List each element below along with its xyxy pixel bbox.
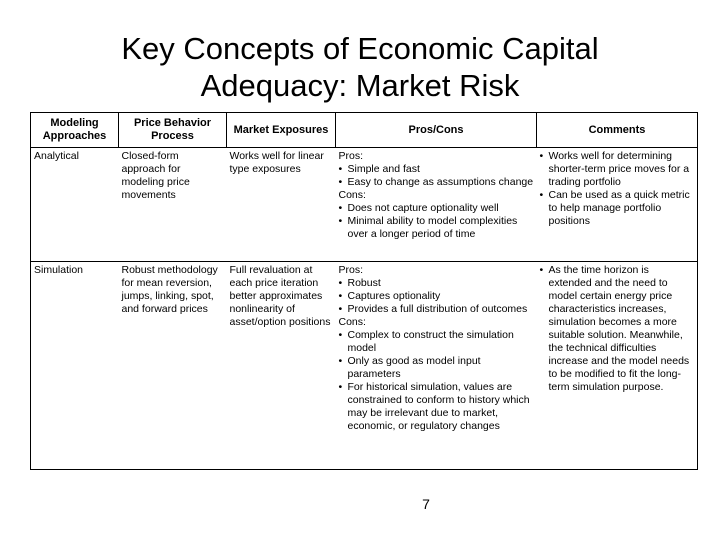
cell-pros-cons [336, 262, 537, 470]
list-item: • Does not capture optionality well [339, 202, 534, 215]
cell-market-exposures: Works well for linear type exposures [227, 148, 336, 262]
market-risk-table [30, 112, 698, 470]
cons-label: Cons: [338, 316, 366, 328]
cell-approach: Analytical [31, 148, 119, 262]
slide-title-line-1: Key Concepts of Economic Capital [121, 31, 599, 66]
pros-list [339, 277, 534, 316]
table-row-analytical [31, 148, 698, 262]
list-item: • Simple and fast [339, 163, 534, 176]
slide-title [0, 30, 720, 104]
cell-pros-cons [336, 148, 537, 262]
header-price-behavior: Price Behavior Process [119, 113, 227, 148]
cell-comments [537, 148, 698, 262]
list-item: • Provides a full distribution of outcomes [339, 303, 534, 316]
header-comments: Comments [537, 113, 698, 148]
list-item: • Can be used as a quick metric to help manage portfolio positions [540, 189, 695, 228]
list-item: • Works well for determining shorter-term price moves for a trading portfolio [540, 150, 695, 189]
header-modeling-approaches: Modeling Approaches [31, 113, 119, 148]
cell-comments [537, 262, 698, 470]
list-item: • For historical simulation, values are constrained to conform to history which may be irrelevant due to market, economic, or regulatory changes [339, 381, 534, 433]
list-item: • Easy to change as assumptions change [339, 176, 534, 189]
comments-list [540, 264, 695, 394]
header-row [31, 113, 698, 148]
list-item: • As the time horizon is extended and the need to model certain energy price characteristics increases, simulation becomes a more suitable solution. Meanwhile, the technical difficulties increase and the model needs to be modified to fit the long-term simulation purpose. [540, 264, 695, 394]
cell-market-exposures: Full revaluation at each price iteration better approximates nonlinearity of asset/option positions [227, 262, 336, 470]
list-item: • Complex to construct the simulation model [339, 329, 534, 355]
list-item: • Only as good as model input parameters [339, 355, 534, 381]
cons-list [339, 202, 534, 241]
header-pros-cons: Pros/Cons [336, 113, 537, 148]
pros-list [339, 163, 534, 189]
cons-list [339, 329, 534, 433]
list-item: • Minimal ability to model complexities over a longer period of time [339, 215, 534, 241]
cell-approach: Simulation [31, 262, 119, 470]
header-market-exposures: Market Exposures [227, 113, 336, 148]
cell-price-behavior: Robust methodology for mean reversion, jumps, linking, spot, and forward prices [119, 262, 227, 470]
list-item: • Captures optionality [339, 290, 534, 303]
page-number: 7 [422, 496, 430, 512]
pros-label: Pros: [338, 150, 364, 162]
pros-label: Pros: [338, 264, 364, 276]
slide-title-line-2: Adequacy: Market Risk [200, 68, 520, 103]
cell-price-behavior: Closed-form approach for modeling price movements [119, 148, 227, 262]
table-row-simulation [31, 262, 698, 470]
comments-list [540, 150, 695, 228]
cons-label: Cons: [338, 189, 366, 201]
list-item: • Robust [339, 277, 534, 290]
